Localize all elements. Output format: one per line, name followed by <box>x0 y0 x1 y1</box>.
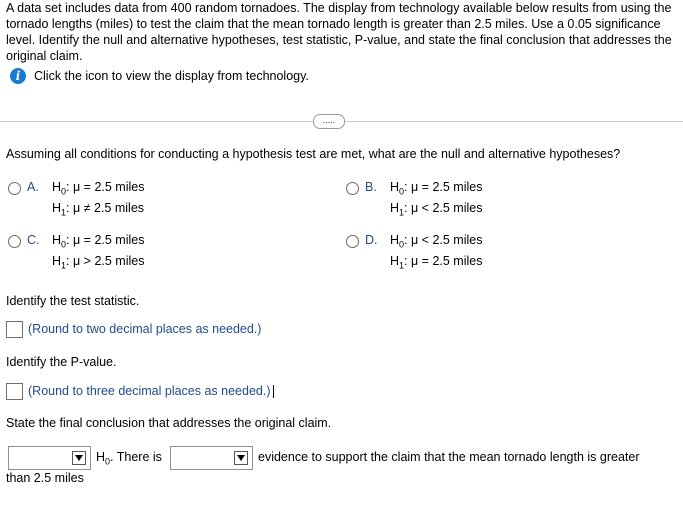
text-cursor <box>273 385 274 398</box>
evidence-text: evidence to support the claim that the mean tornado length is greater <box>258 450 640 464</box>
radio-d[interactable] <box>346 235 359 248</box>
option-c-letter: C. <box>27 233 40 247</box>
p-value-hint: (Round to three decimal places as needed.) <box>28 384 271 398</box>
option-a-h1: $H_1$: μ ≠ 2.5 miles <box>52 201 145 218</box>
problem-text: A data set includes data from 400 random tornadoes. The display from technology available below results from using the tornado lengths (miles) to test the claim that the mean tornado length is greater than 2.5 miles. Use a 0.05 significance level. Identify the null and alternative hypotheses, test statistic, P-value, and state the final conclusion that addresses the original claim. <box>6 1 672 63</box>
test-statistic-label: Identify the test statistic. <box>6 294 140 308</box>
option-d-h1: $H_1$: μ = 2.5 miles <box>390 254 483 271</box>
option-a-h0: $H_0$: μ = 2.5 miles <box>52 180 145 197</box>
chevron-down-icon[interactable] <box>234 451 248 465</box>
evidence-select[interactable] <box>170 446 253 470</box>
test-statistic-row <box>6 320 261 338</box>
p-value-input[interactable] <box>6 383 23 400</box>
option-c-h1: $H_1$: μ > 2.5 miles <box>52 254 145 271</box>
h0-inline-text: $H_0$. There is <box>96 450 162 467</box>
conclusion-label: State the final conclusion that addresses the original claim. <box>6 416 332 430</box>
radio-a[interactable] <box>8 182 21 195</box>
radio-b[interactable] <box>346 182 359 195</box>
test-statistic-input[interactable] <box>6 321 23 338</box>
reject-decision-select[interactable] <box>8 446 91 470</box>
test-statistic-hint: (Round to two decimal places as needed.) <box>28 322 262 336</box>
question-text: Assuming all conditions for conducting a hypothesis test are met, what are the null and alternative hypotheses? <box>6 147 621 161</box>
show-more-button[interactable]: ..... <box>313 114 345 129</box>
info-icon[interactable]: i <box>10 68 26 84</box>
chevron-down-icon[interactable] <box>72 451 86 465</box>
option-b-letter: B. <box>365 180 377 194</box>
option-d-letter: D. <box>365 233 378 247</box>
option-c-h0: $H_0$: μ = 2.5 miles <box>52 233 145 250</box>
conclusion-wrap-text: than 2.5 miles <box>6 471 84 485</box>
option-b-h0: $H_0$: μ = 2.5 miles <box>390 180 483 197</box>
option-b-h1: $H_1$: μ < 2.5 miles <box>390 201 483 218</box>
info-row <box>10 68 309 84</box>
p-value-row <box>6 382 274 400</box>
info-text: Click the icon to view the display from technology. <box>34 69 309 83</box>
option-a-letter: A. <box>27 180 39 194</box>
p-value-label: Identify the P-value. <box>6 355 117 369</box>
radio-c[interactable] <box>8 235 21 248</box>
option-d-h0: $H_0$: μ < 2.5 miles <box>390 233 483 250</box>
